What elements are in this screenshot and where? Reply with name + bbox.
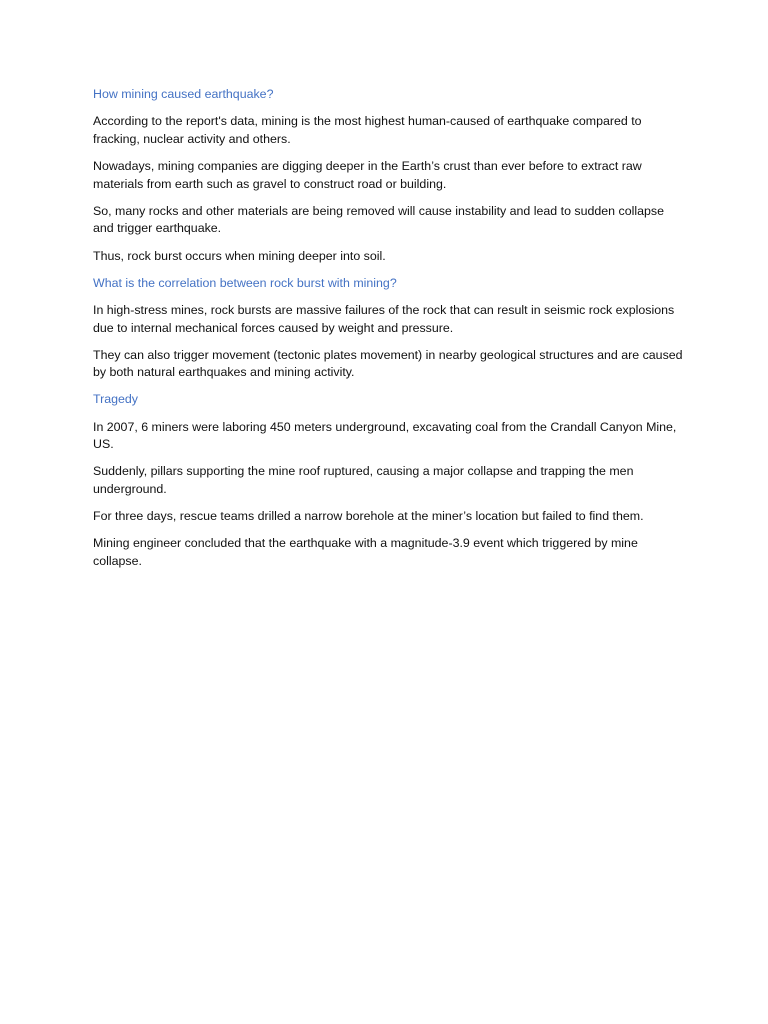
paragraph: So, many rocks and other materials are being removed will cause instability and lead to sudden collapse and trigger earthquake.	[93, 203, 664, 236]
document-body	[93, 86, 683, 580]
section-heading: What is the correlation between rock burst with mining?	[93, 275, 397, 290]
paragraph: Nowadays, mining companies are digging deeper in the Earth’s crust than ever before to extract raw materials from earth such as gravel to construct road or building.	[93, 158, 642, 191]
paragraph: Mining engineer concluded that the earthquake with a magnitude-3.9 event which triggered by mine collapse.	[93, 536, 638, 568]
paragraph: In 2007, 6 miners were laboring 450 meters underground, excavating coal from the Crandall Canyon Mine, US.	[93, 419, 677, 452]
section-heading: How mining caused earthquake?	[93, 87, 274, 101]
paragraph: In high-stress mines, rock bursts are massive failures of the rock that can result in seismic rock explosions due to internal mechanical forces caused by weight and pressure.	[93, 302, 675, 335]
paragraph: For three days, rescue teams drilled a narrow borehole at the miner’s location but failed to find them.	[93, 509, 644, 524]
paragraph: Suddenly, pillars supporting the mine roof ruptured, causing a major collapse and trapping the men underground.	[93, 464, 634, 497]
paragraph: Thus, rock burst occurs when mining deeper into soil.	[93, 248, 386, 263]
section-heading: Tragedy	[93, 392, 138, 407]
paragraph: According to the report's data, mining is the most highest human-caused of earthquake compared to fracking, nuclear activity and others.	[93, 114, 642, 146]
paragraph: They can also trigger movement (tectonic plates movement) in nearby geological structures and are caused by both natural earthquakes and mining activity.	[93, 347, 683, 380]
